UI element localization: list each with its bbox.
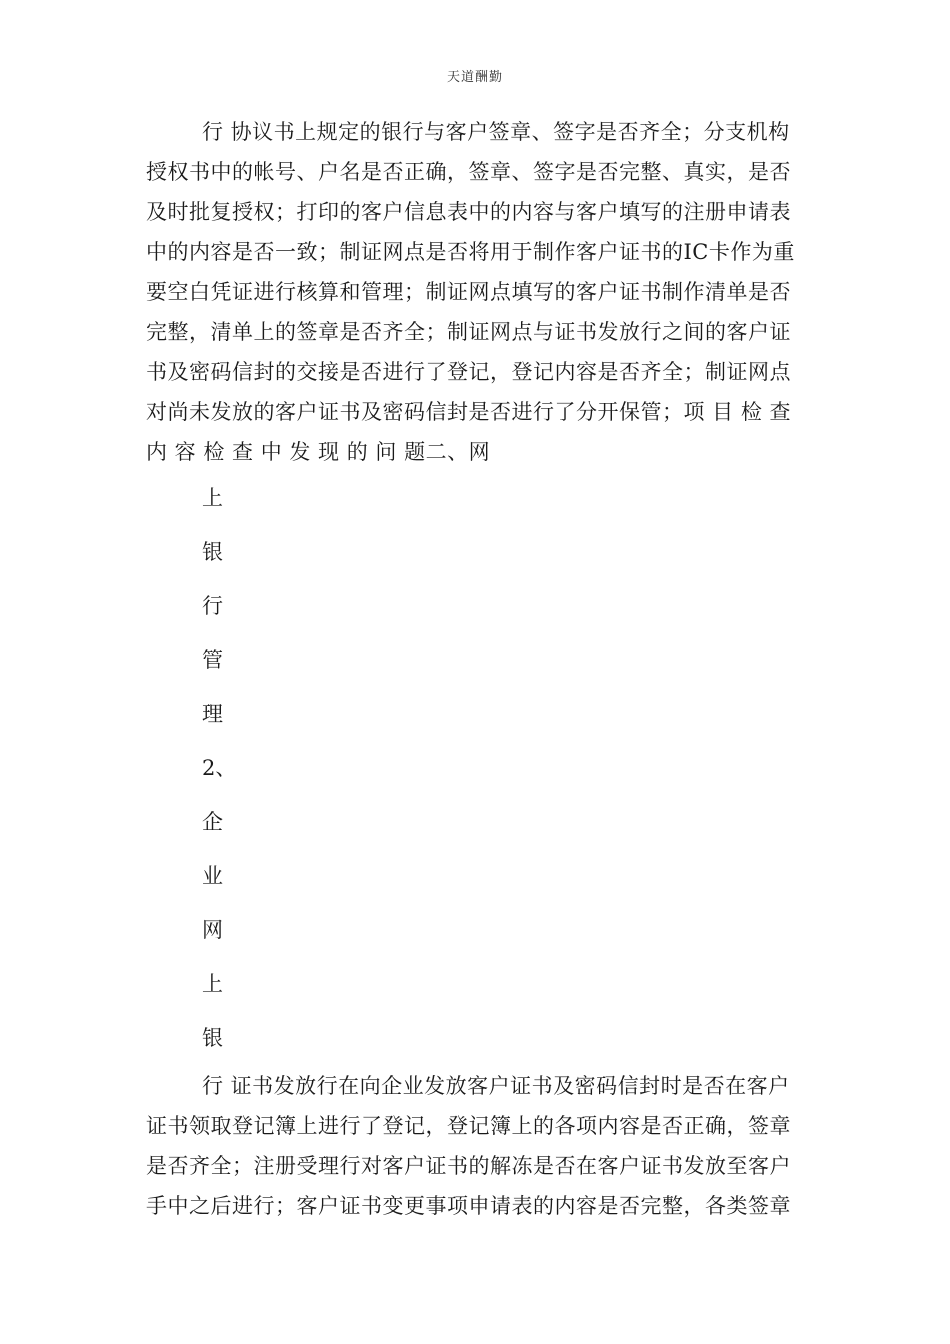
paragraph-line: 行 证书发放行在向企业发放客户证书及密码信封时是否在客户	[202, 1074, 790, 1098]
paragraph-line: 完整，清单上的签章是否齐全；制证网点与证书发放行之间的客户证	[146, 320, 791, 344]
vertical-char: 网	[202, 918, 223, 942]
paragraph-line: 手中之后进行；客户证书变更事项申请表的内容是否完整，各类签章	[146, 1194, 791, 1218]
vertical-char: 业	[202, 864, 223, 888]
vertical-char: 上	[202, 972, 223, 996]
paragraph-line: 行 协议书上规定的银行与客户签章、签字是否齐全；分支机构	[202, 120, 790, 144]
body-paragraph-1	[146, 112, 810, 472]
paragraph-line: 内 容 检 查 中 发 现 的 问 题二、网	[146, 440, 491, 464]
paragraph-line: 中的内容是否一致；制证网点是否将用于制作客户证书的IC卡作为重	[146, 240, 795, 264]
paragraph-line: 授权书中的帐号、户名是否正确，签章、签字是否完整、真实，是否	[146, 160, 791, 184]
vertical-char: 企	[202, 810, 223, 834]
vertical-char: 上	[202, 486, 223, 510]
paragraph-line: 证书领取登记簿上进行了登记，登记簿上的各项内容是否正确，签章	[146, 1114, 791, 1138]
body-paragraph-2	[146, 1066, 810, 1226]
vertical-heading-column	[202, 478, 242, 1072]
page-header-title: 天道酬勤	[446, 70, 503, 85]
paragraph-line: 及时批复授权；打印的客户信息表中的内容与客户填写的注册申请表	[146, 200, 791, 224]
paragraph-line: 对尚未发放的客户证书及密码信封是否进行了分开保管；项 目 检 查	[146, 400, 792, 424]
vertical-char: 理	[202, 702, 223, 726]
paragraph-line: 是否齐全；注册受理行对客户证书的解冻是否在客户证书发放至客户	[146, 1154, 791, 1178]
paragraph-line: 书及密码信封的交接是否进行了登记，登记内容是否齐全；制证网点	[146, 360, 791, 384]
vertical-char: 行	[202, 594, 223, 618]
vertical-char: 管	[202, 648, 223, 672]
vertical-char: 2、	[202, 756, 237, 780]
paragraph-line: 要空白凭证进行核算和管理；制证网点填写的客户证书制作清单是否	[146, 280, 791, 304]
vertical-char: 银	[202, 540, 223, 564]
vertical-char: 银	[202, 1026, 223, 1050]
